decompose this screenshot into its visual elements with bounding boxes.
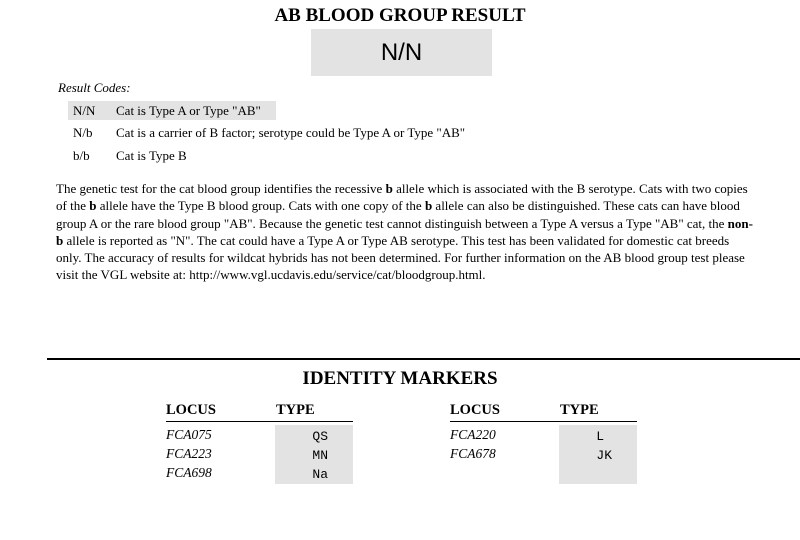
- explanation-bold: non-b: [56, 215, 753, 248]
- locus-cell: FCA678: [450, 446, 496, 461]
- locus-cell: FCA075: [166, 427, 212, 442]
- identity-markers-title: IDENTITY MARKERS: [302, 368, 498, 389]
- table-header-underline: [450, 421, 637, 422]
- explanation-text: allele which is associated with the B serotype. Cats with two copies of the: [56, 181, 748, 214]
- explanation-text: allele have the Type B blood group. Cats with one copy of the: [96, 198, 425, 214]
- table-header-underline: [166, 421, 353, 422]
- type-header: TYPE: [560, 402, 599, 418]
- explanation-text: allele can also be distinguished. These cats can have blood group A or the rare blood group "AB". Because the genetic test cannot distinguish between a Type A versus a Type "AB" cat, the: [56, 198, 740, 231]
- result-code-description: Cat is Type B: [116, 148, 187, 163]
- locus-cell: FCA698: [166, 465, 212, 480]
- locus-cell: FCA220: [450, 427, 496, 442]
- section-divider: [47, 358, 800, 360]
- result-codes-label: Result Codes:: [58, 80, 131, 95]
- result-code-description: Cat is a carrier of B factor; serotype could be Type A or Type "AB": [116, 125, 466, 140]
- blood-group-title: AB BLOOD GROUP RESULT: [274, 5, 526, 26]
- type-cell: L: [596, 429, 604, 444]
- type-header: TYPE: [276, 402, 315, 418]
- result-code: N/N: [73, 103, 96, 118]
- explanation-bold: b: [385, 181, 393, 196]
- type-cell: Na: [312, 467, 328, 482]
- blood-group-explanation: [56, 180, 756, 284]
- explanation-bold: b: [424, 198, 433, 214]
- locus-header: LOCUS: [166, 402, 216, 418]
- blood-group-result: N/N: [311, 29, 492, 76]
- type-cell: JK: [596, 448, 612, 463]
- result-code: N/b: [73, 125, 93, 140]
- locus-header: LOCUS: [450, 402, 500, 418]
- result-code-description: Cat is Type A or Type "AB": [116, 103, 261, 118]
- locus-cell: FCA223: [166, 446, 212, 461]
- type-cell: QS: [312, 429, 328, 444]
- result-code-row: [68, 101, 276, 120]
- explanation-text: allele is reported as "N". The cat could have a Type A or Type AB serotype. This test has been validated for domestic cat breeds only. The accuracy of results for wildcat hybrids has not been determined. For further information on the AB blood group test please visit the VGL website at: http://www.vgl.ucdavis.edu/service/cat/bloodgroup.html.: [56, 232, 745, 283]
- explanation-text: The genetic test for the cat blood group identifies the recessive: [56, 181, 386, 196]
- explanation-bold: b: [89, 198, 97, 214]
- result-code: b/b: [73, 148, 90, 163]
- type-cell: MN: [312, 448, 328, 463]
